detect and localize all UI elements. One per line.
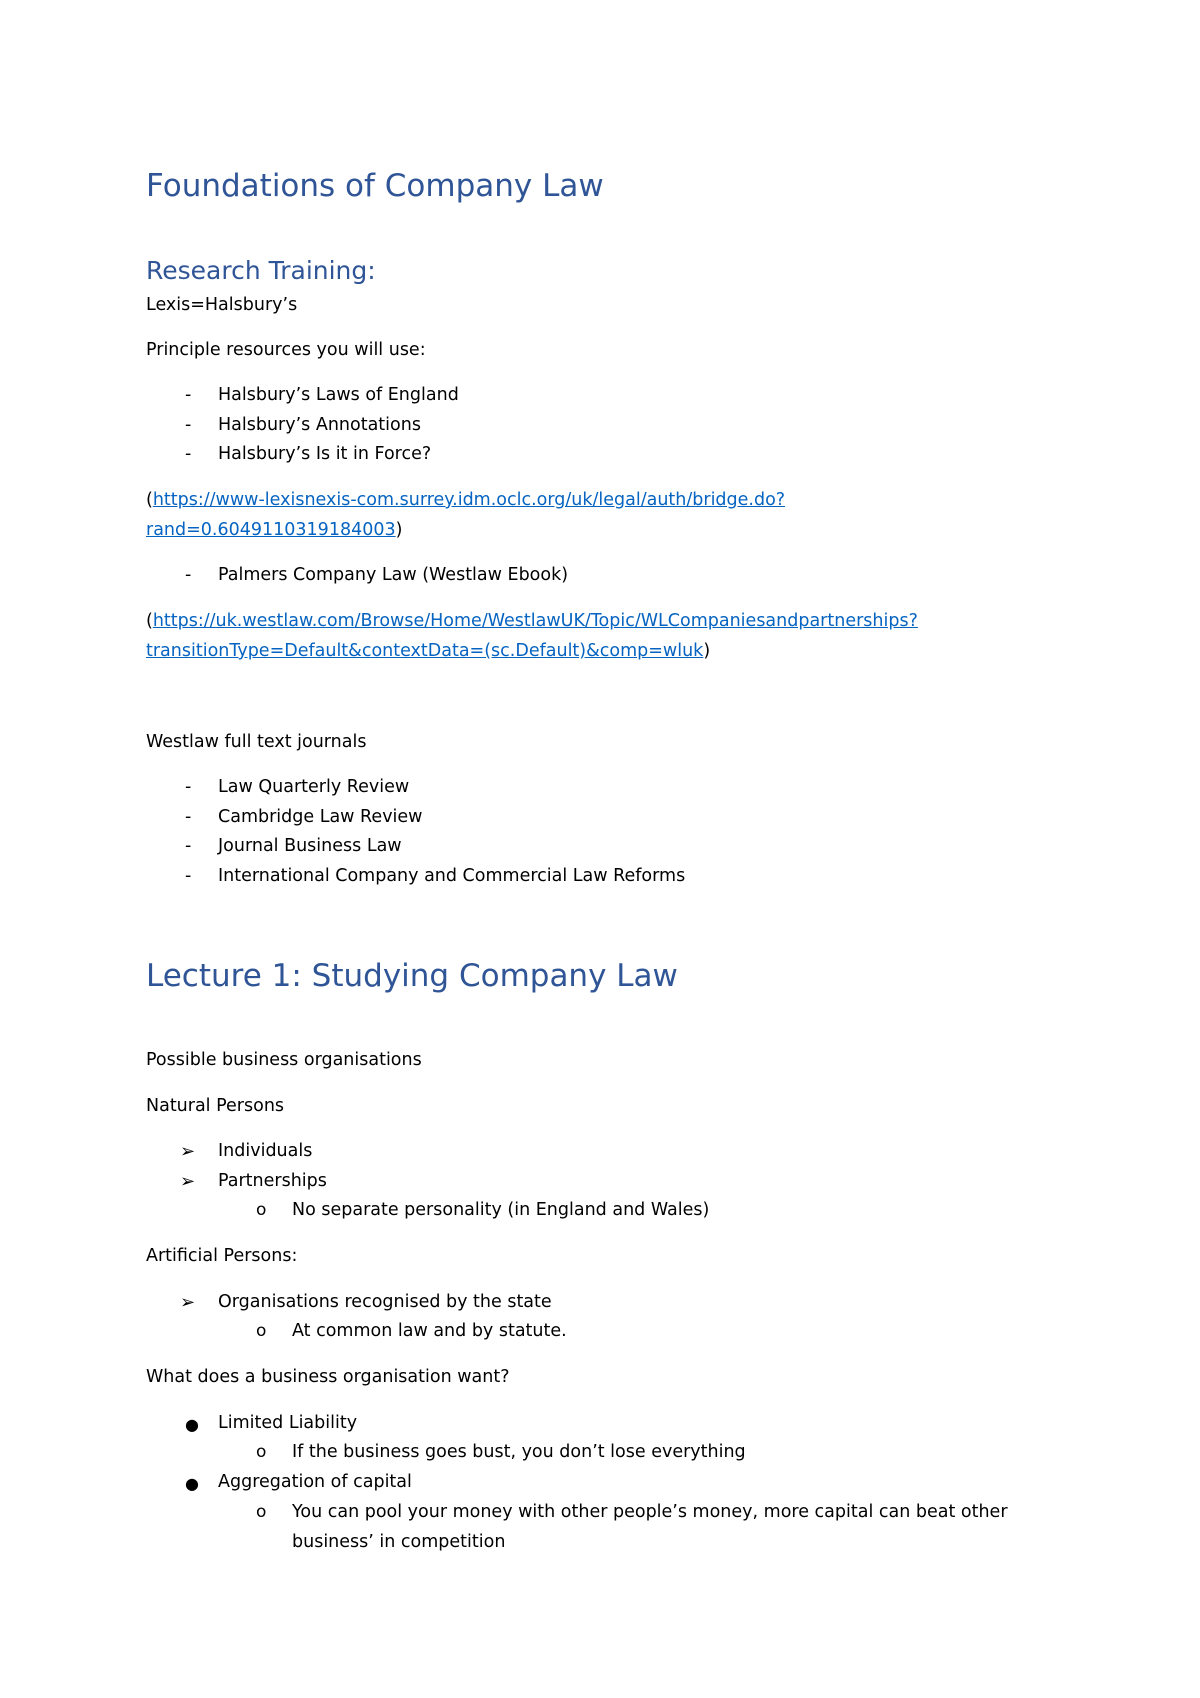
want-item: Limited Liability: [218, 1413, 358, 1433]
research-heading: Research Training:: [146, 256, 376, 285]
want-subitem: You can pool your money with other people’s money, more capital can beat other: [292, 1502, 1008, 1522]
artificial-line: Artificial Persons:: [146, 1246, 298, 1266]
paren-close: ): [395, 520, 403, 540]
dash-icon: -: [185, 444, 192, 464]
natural-item: Individuals: [218, 1141, 313, 1161]
circle-bullet-icon: o: [256, 1321, 267, 1341]
journals-heading: Westlaw full text journals: [146, 732, 367, 752]
lexis-link-line2: [146, 520, 402, 540]
paren-open: (: [146, 611, 153, 631]
journal-item: Law Quarterly Review: [218, 777, 410, 797]
dash-icon: -: [185, 415, 192, 435]
natural-line: Natural Persons: [146, 1096, 285, 1116]
arrow-bullet-icon: ➢: [180, 1171, 196, 1192]
want-item: Aggregation of capital: [218, 1472, 412, 1492]
artificial-item: Organisations recognised by the state: [218, 1292, 552, 1312]
westlaw-link-line1: [146, 611, 918, 631]
want-subitem: If the business goes bust, you don’t lose everything: [292, 1442, 746, 1462]
dash-icon: -: [185, 565, 192, 585]
possible-line: Possible business organisations: [146, 1050, 422, 1070]
lexis-link-cont[interactable]: rand=0.6049110319184003: [146, 520, 396, 540]
paren-open: (: [146, 490, 153, 510]
westlaw-link[interactable]: https://uk.westlaw.com/Browse/Home/WestlawUK/Topic/WLCompaniesandpartnerships?: [152, 611, 918, 631]
palmers-item: Palmers Company Law (Westlaw Ebook): [218, 565, 569, 585]
want-subitem-cont: business’ in competition: [292, 1532, 506, 1552]
circle-bullet-icon: o: [256, 1442, 267, 1462]
journal-item: Journal Business Law: [218, 836, 402, 856]
lexis-line: Lexis=Halsbury’s: [146, 295, 298, 315]
resource-item: Halsbury’s Annotations: [218, 415, 421, 435]
lecture-heading: Lecture 1: Studying Company Law: [146, 958, 678, 994]
journal-item: International Company and Commercial Law Reforms: [218, 866, 686, 886]
arrow-bullet-icon: ➢: [180, 1292, 196, 1313]
circle-bullet-icon: o: [256, 1200, 267, 1220]
lexis-link[interactable]: https://www-lexisnexis-com.surrey.idm.oclc.org/uk/legal/auth/bridge.do?: [152, 490, 786, 510]
resource-item: Halsbury’s Laws of England: [218, 385, 459, 405]
dash-icon: -: [185, 836, 192, 856]
paren-close: ): [703, 641, 711, 661]
lexis-link-line1: [146, 490, 785, 510]
round-bullet-icon: ●: [185, 1415, 199, 1434]
natural-item: Partnerships: [218, 1171, 327, 1191]
journal-item: Cambridge Law Review: [218, 807, 423, 827]
westlaw-link-cont[interactable]: transitionType=Default&contextData=(sc.Default)&comp=wluk: [146, 641, 704, 661]
natural-subitem: No separate personality (in England and Wales): [292, 1200, 710, 1220]
round-bullet-icon: ●: [185, 1474, 199, 1493]
circle-bullet-icon: o: [256, 1502, 267, 1522]
resource-item: Halsbury’s Is it in Force?: [218, 444, 432, 464]
dash-icon: -: [185, 866, 192, 886]
document-title: Foundations of Company Law: [146, 168, 604, 204]
artificial-subitem: At common law and by statute.: [292, 1321, 567, 1341]
want-line: What does a business organisation want?: [146, 1367, 510, 1387]
dash-icon: -: [185, 385, 192, 405]
dash-icon: -: [185, 807, 192, 827]
principle-line: Principle resources you will use:: [146, 340, 426, 360]
westlaw-link-line2: [146, 641, 710, 661]
arrow-bullet-icon: ➢: [180, 1141, 196, 1162]
dash-icon: -: [185, 777, 192, 797]
